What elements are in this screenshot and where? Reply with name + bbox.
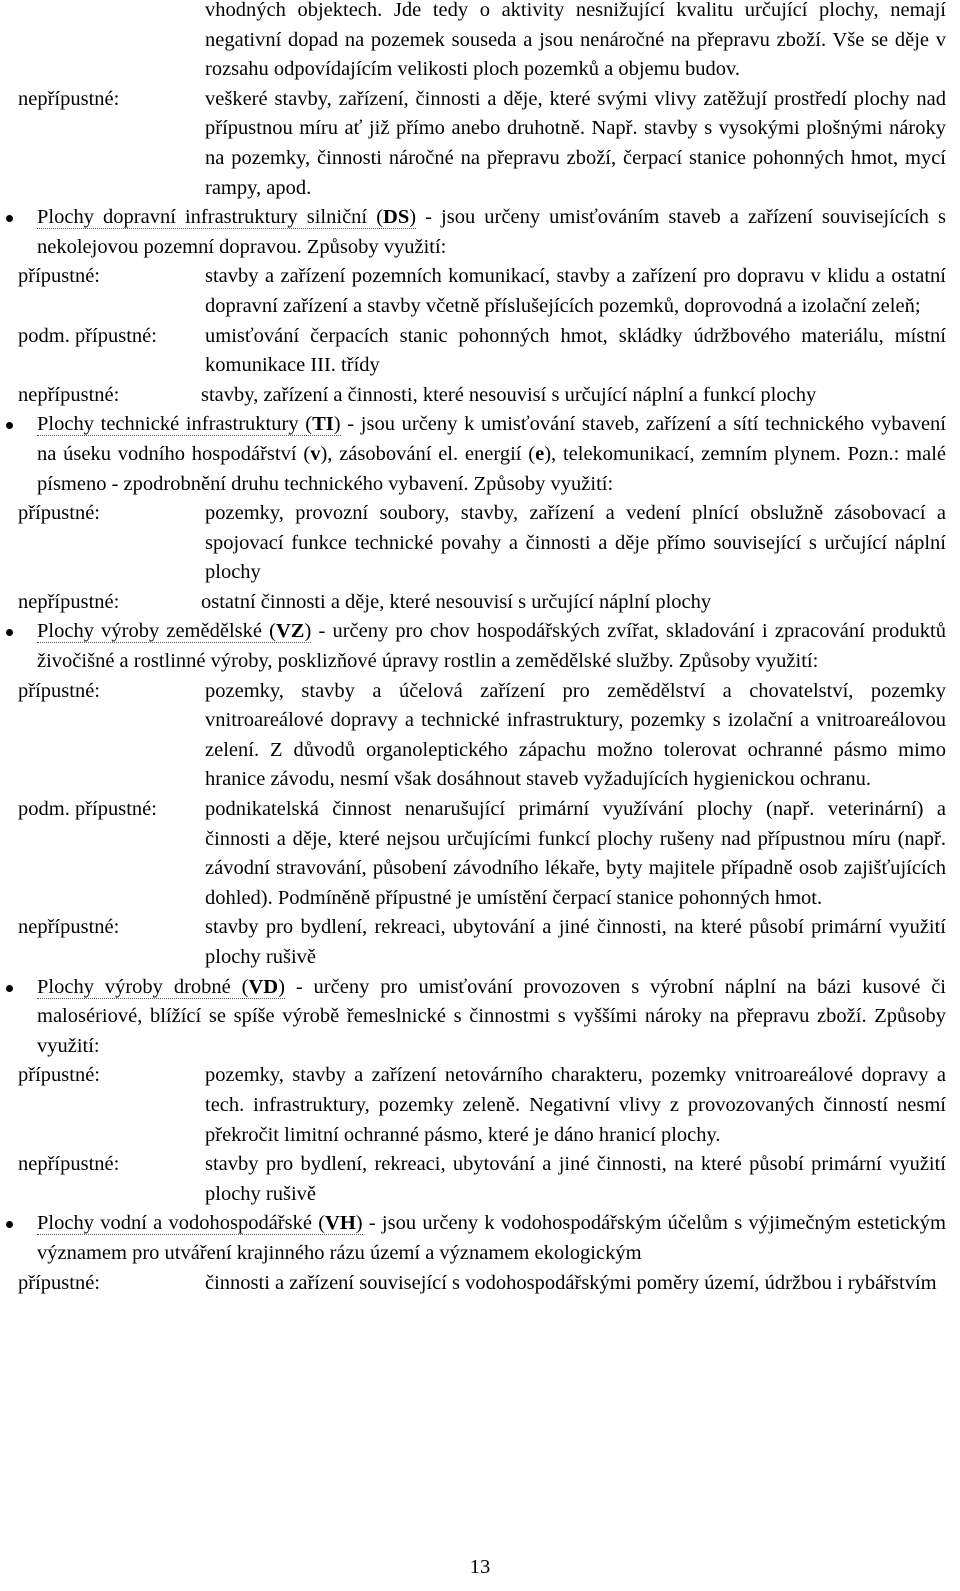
- vd-prip-row: [0, 1061, 960, 1150]
- prip-label: přípustné:: [18, 1064, 100, 1087]
- neprip-label: nepřípustné:: [18, 87, 120, 110]
- vz-podm-row: [0, 795, 960, 913]
- neprip-text: stavby pro bydlení, rekreaci, ubytování a jiné činnosti, na které působí primární využití plochy rušivě: [205, 916, 946, 968]
- prip-label: přípustné:: [18, 502, 100, 525]
- prip-label: přípustné:: [18, 265, 100, 288]
- list-item-ti: Plochy technické infrastruktury (TI) - jsou určeny k umisťování staveb, zařízení a sítí technického vybavení na úseku vodního hospodářství (v), zásobování el. energií (e), telekomunikací, zemním plynem. Pozn.: malé písmeno - zpodrobnění druhu technického vybavení. Způsoby využití:: [37, 410, 946, 499]
- ds-podm-row: [0, 322, 960, 381]
- neprip-label: nepřípustné:: [18, 590, 120, 613]
- intro-neprip-row: [0, 85, 960, 203]
- neprip-label: nepřípustné:: [18, 1153, 120, 1176]
- vz-neprip-row: [0, 913, 960, 972]
- ds-description: - jsou určeny umisťováním staveb a zařízení souvisejících s nekolejovou pozemní dopravou. Způsoby využití:: [37, 206, 946, 258]
- list-item-ds: [37, 203, 946, 262]
- list-item-vz: [37, 617, 946, 676]
- vz-description: - určeny pro chov hospodářských zvířat, skladování i zpracování produktů živočišné a rostlinné výroby, posklizňové úpravy rostlin a zemědělské služby. Způsoby využití:: [37, 620, 947, 673]
- list-item-vd: [37, 973, 946, 1062]
- prip-text: pozemky, stavby a účelová zařízení pro zemědělství a chovatelství, pozemky vnitroareálové dopravy a technické infrastruktury, pozemky s izolační a vnitroareálovou zelení. Z důvodů organoleptického zápachu možno tolerovat ochranné pásmo mimo hranice závodu, nesmí však dosáhnout staveb vyžadujících hygienickou ochranu.: [205, 679, 946, 791]
- neprip-label: nepřípustné:: [18, 383, 120, 406]
- vz-prip-row: [0, 677, 960, 795]
- ds-neprip-row: [0, 381, 960, 411]
- prip-label: přípustné:: [18, 1271, 100, 1294]
- prip-text: činnosti a zařízení související s vodohospodářskými poměry území, údržbou i rybářstvím: [205, 1271, 937, 1294]
- ds-prip-row: [0, 262, 960, 321]
- vh-description: - jsou určeny k vodohospodářským účelům s výjimečným estetickým významem pro utváření krajinného rázu území a významem ekologickým: [37, 1212, 946, 1264]
- ti-prip-row: [0, 499, 960, 588]
- page-number: 13: [469, 1556, 491, 1578]
- prip-text: stavby a zařízení pozemních komunikací, stavby a zařízení pro dopravu v klidu a ostatní dopravní zařízení a stavby včetně příslušejících pozemků, doprovodná a izolační zeleň;: [205, 265, 946, 317]
- bullet-icon: [6, 985, 13, 992]
- paragraph-text: vhodných objektech. Jde tedy o aktivity nesnižující kvalitu určující plochy, nemají negativní dopad na pozemek souseda a jsou nenáročné na přepravu zboží. Vše se děje v rozsahu odpovídajícím velikosti ploch pozemků a objemu budov.: [205, 0, 946, 81]
- vh-prip-row: [0, 1269, 960, 1299]
- podm-label: podm. přípustné:: [18, 798, 157, 821]
- plochy-ti-link[interactable]: Plochy technické infrastruktury (TI): [37, 413, 341, 436]
- intro-continuation: [0, 0, 960, 85]
- prip-text: pozemky, stavby a zařízení netovárního charakteru, pozemky vnitroareálové dopravy a tech. infrastruktury, pozemky zeleně. Negativní vlivy z provozovaných činností nesmí překročit limitní ochranné pásmo, které je dáno hranicí plochy.: [205, 1064, 946, 1146]
- neprip-text: stavby, zařízení a činnosti, které nesouvisí s určující náplní a funkcí plochy: [201, 383, 817, 406]
- vd-description: - určeny pro umisťování provozoven s výrobní náplní na bázi kusové či malosériové, blížící se spíše výrobě řemeslnické s činnostmi s vyššími nároky na přepravu zboží. Způsoby využití:: [37, 975, 946, 1057]
- ti-neprip-row: [0, 588, 960, 618]
- podm-text: podnikatelská činnost nenarušující primární využívání plochy (např. veterinární) a činnosti a děje, které nejsou určujícími funkcí plochy rušeny nad přípustnou míru (např. závodní stravování, působení závodního lékaře, byty majitele případně osob zajišťujících dohled). Podmíněně přípustné je umístění čerpací stanice pohonných hmot.: [205, 798, 946, 909]
- prip-label: přípustné:: [18, 679, 100, 702]
- neprip-label: nepřípustné:: [18, 916, 120, 939]
- neprip-text: ostatní činnosti a děje, které nesouvisí s určující náplní plochy: [201, 590, 712, 613]
- plochy-vz-link[interactable]: Plochy výroby zemědělské (VZ): [37, 620, 312, 643]
- plochy-ds-link[interactable]: Plochy dopravní infrastruktury silniční (DS): [37, 206, 417, 229]
- podm-label: podm. přípustné:: [18, 324, 157, 347]
- neprip-text: stavby pro bydlení, rekreaci, ubytování a jiné činnosti, na které působí primární využití plochy rušivě: [205, 1153, 946, 1205]
- neprip-text: veškeré stavby, zařízení, činnosti a děje, které svými vlivy zatěžují prostředí plochy nad přípustnou míru ať již přímo anebo druhotně. Např. stavby s vysokými plošnými nároky na pozemky, činnosti náročné na přepravu zboží, čerpací stanice pohonných hmot, mycí rampy, apod.: [205, 87, 946, 199]
- vd-neprip-row: [0, 1150, 960, 1209]
- bullet-icon: [6, 422, 13, 429]
- bullet-icon: [6, 1221, 13, 1228]
- prip-text: pozemky, provozní soubory, stavby, zařízení a vedení plnící obslužně zásobovací a spojovací funkce technické povahy a činnosti a děje přímo související s určující náplní plochy: [205, 502, 946, 584]
- list-item-vh: [37, 1209, 946, 1268]
- plochy-vd-link[interactable]: Plochy výroby drobné (VD): [37, 975, 285, 998]
- plochy-vh-link[interactable]: Plochy vodní a vodohospodářské (VH): [37, 1212, 363, 1235]
- bullet-icon: [6, 215, 13, 222]
- bullet-icon: [6, 629, 13, 636]
- podm-text: umisťování čerpacích stanic pohonných hmot, skládky údržbového materiálu, místní komunikace III. třídy: [205, 324, 946, 377]
